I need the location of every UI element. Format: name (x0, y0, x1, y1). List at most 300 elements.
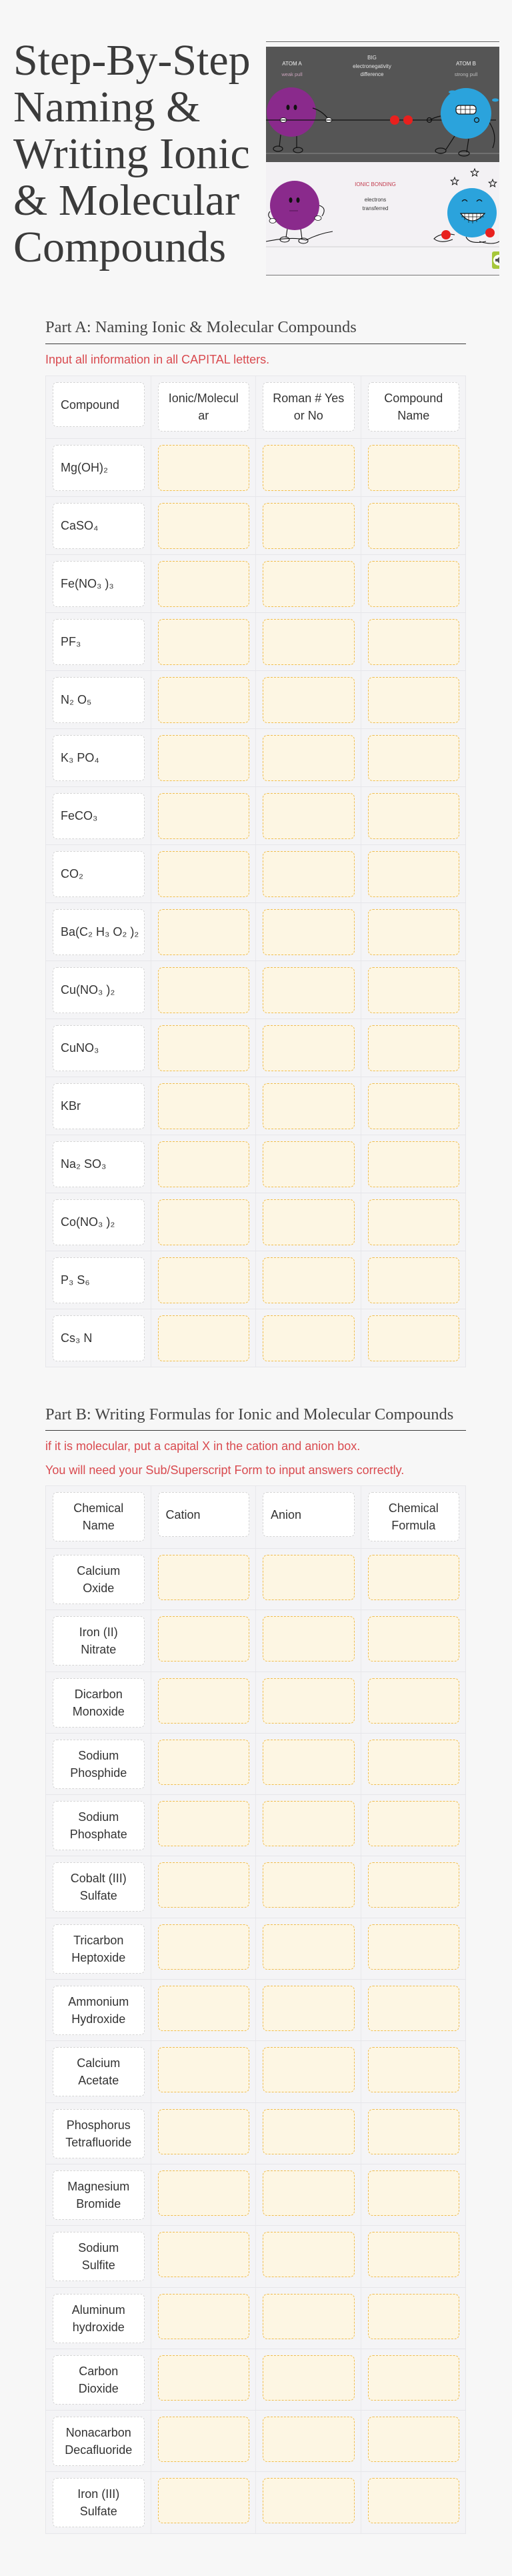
chemical-name-label: Aluminum hydroxide (53, 2294, 145, 2343)
cation-input[interactable] (158, 1986, 250, 2031)
table-row (46, 1019, 465, 1077)
chemical-name-label: Nonacarbon Decafluoride (53, 2417, 145, 2466)
table-cell (361, 1795, 466, 1856)
anion-input[interactable] (263, 2170, 355, 2216)
part-a-instruction: Input all information in all CAPITAL letters. (45, 353, 270, 366)
compound-label: Na₂ SO₃ (53, 1141, 145, 1187)
roman-numeral-input[interactable] (263, 677, 355, 723)
table-cell (361, 2041, 466, 2102)
ionic-molecular-input[interactable] (158, 561, 250, 607)
table-row (46, 1856, 465, 1917)
chemical-name-label: Cobalt (III) Sulfate (53, 1862, 145, 1912)
compound-name-input[interactable] (368, 735, 460, 781)
table-cell (46, 961, 151, 1019)
ionic-molecular-input[interactable] (158, 1083, 250, 1129)
chemical-formula-input[interactable] (368, 1801, 460, 1846)
ionic-molecular-input[interactable] (158, 735, 250, 781)
compound-name-input[interactable] (368, 1199, 460, 1245)
table-cell (151, 787, 256, 844)
table-cell (255, 376, 361, 438)
ionic-molecular-input[interactable] (158, 445, 250, 491)
table-cell (46, 787, 151, 844)
center-line-2: electronegativity (353, 63, 391, 69)
electrons-line: electrons (364, 197, 387, 203)
table-cell (46, 1672, 151, 1733)
ionic-bonding-image (266, 41, 499, 275)
table-cell (361, 2164, 466, 2225)
part-b-instruction-molecular: if it is molecular, put a capital X in the cation and anion box. (45, 1439, 361, 1453)
table-cell (46, 2288, 151, 2349)
chemical-name-label: Phosphorus Tetrafluoride (53, 2109, 145, 2158)
compound-label: PF₃ (53, 619, 145, 665)
cation-input[interactable] (158, 2417, 250, 2462)
table-cell (255, 1019, 361, 1077)
table-cell (46, 1251, 151, 1309)
table-row (46, 1193, 465, 1251)
roman-numeral-input[interactable] (263, 909, 355, 955)
ionic-molecular-input[interactable] (158, 1315, 250, 1361)
column-header-cation: Cation (158, 1492, 250, 1537)
chemical-formula-input[interactable] (368, 1924, 460, 1970)
column-header-chemical-formula: Chemical Formula (368, 1492, 460, 1541)
table-cell (255, 613, 361, 670)
roman-numeral-input[interactable] (263, 1025, 355, 1071)
table-cell (255, 1309, 361, 1367)
roman-numeral-input[interactable] (263, 1141, 355, 1187)
anion-input[interactable] (263, 2417, 355, 2462)
chemical-formula-input[interactable] (368, 1616, 460, 1662)
electron-dot (390, 115, 399, 125)
compound-name-input[interactable] (368, 1025, 460, 1071)
table-cell (151, 2472, 256, 2533)
chemical-formula-input[interactable] (368, 2294, 460, 2339)
ionic-molecular-input[interactable] (158, 967, 250, 1013)
anion-input[interactable] (263, 1862, 355, 1908)
column-header-chemical-name: Chemical Name (53, 1492, 145, 1541)
table-row (46, 1794, 465, 1856)
anion-input[interactable] (263, 1555, 355, 1600)
compound-name-input[interactable] (368, 851, 460, 897)
table-cell (361, 1193, 466, 1251)
table-cell (255, 1795, 361, 1856)
table-cell (361, 2288, 466, 2349)
table-cell (46, 2411, 151, 2471)
table-cell (255, 1251, 361, 1309)
table-row (46, 1077, 465, 1135)
compound-name-input[interactable] (368, 967, 460, 1013)
chemical-formula-input[interactable] (368, 2417, 460, 2462)
chemical-name-label: Ammonium Hydroxide (53, 1986, 145, 2035)
chemical-name-label: Calcium Oxide (53, 1555, 145, 1604)
compound-label: Cu(NO₃ )₂ (53, 967, 145, 1013)
cation-input[interactable] (158, 1862, 250, 1908)
compound-name-input[interactable] (368, 793, 460, 839)
table-cell (46, 845, 151, 902)
ionic-molecular-input[interactable] (158, 1199, 250, 1245)
chemical-name-label: Sodium Phosphide (53, 1740, 145, 1789)
table-cell (46, 1486, 151, 1548)
cation-input[interactable] (158, 1555, 250, 1600)
table-row (46, 1733, 465, 1794)
table-row (46, 496, 465, 554)
cation-input[interactable] (158, 1924, 250, 1970)
ionic-molecular-input[interactable] (158, 619, 250, 665)
ionic-molecular-input[interactable] (158, 1141, 250, 1187)
table-cell (46, 2349, 151, 2410)
table-cell (361, 1610, 466, 1671)
table-cell (361, 1019, 466, 1077)
ionic-bonding-title: IONIC BONDING (355, 181, 396, 187)
cation-input[interactable] (158, 2047, 250, 2092)
table-row (46, 786, 465, 844)
table-cell (361, 2411, 466, 2471)
table-cell (255, 2164, 361, 2225)
table-cell (255, 2472, 361, 2533)
table-row (46, 612, 465, 670)
table-cell (361, 729, 466, 786)
compound-name-input[interactable] (368, 1083, 460, 1129)
controls-strip (266, 247, 499, 275)
chemical-name-label: Sodium Sulfite (53, 2232, 145, 2281)
roman-numeral-input[interactable] (263, 619, 355, 665)
table-row (46, 1672, 465, 1733)
compound-label: K₃ PO₄ (53, 735, 145, 781)
anion-input[interactable] (263, 2109, 355, 2154)
table-cell (46, 2472, 151, 2533)
table-cell (151, 376, 256, 438)
cation-input[interactable] (158, 1678, 250, 1724)
compound-name-input[interactable] (368, 503, 460, 549)
table-cell (255, 2349, 361, 2410)
electron-dot (403, 115, 413, 125)
compound-name-input[interactable] (368, 561, 460, 607)
table-cell (46, 376, 151, 438)
table-cell (361, 1856, 466, 1917)
anion-input[interactable] (263, 1740, 355, 1785)
compound-label: CaSO₄ (53, 503, 145, 549)
anion-input[interactable] (263, 2047, 355, 2092)
compound-name-input[interactable] (368, 619, 460, 665)
table-cell (361, 497, 466, 554)
table-cell (46, 1549, 151, 1609)
atom-a-label: ATOM A (282, 61, 302, 67)
cation-input[interactable] (158, 2109, 250, 2154)
table-row (46, 2410, 465, 2471)
table-row (46, 438, 465, 496)
table-cell (255, 787, 361, 844)
table-cell (151, 555, 256, 612)
table-row (46, 1309, 465, 1367)
ionic-molecular-input[interactable] (158, 851, 250, 897)
table-cell (361, 2103, 466, 2164)
table-cell (151, 903, 256, 960)
table-cell (255, 2288, 361, 2349)
table-cell (361, 671, 466, 728)
table-row (46, 554, 465, 612)
chemical-name-label: Carbon Dioxide (53, 2355, 145, 2405)
table-row (46, 1918, 465, 1979)
table-cell (151, 1193, 256, 1251)
table-cell (255, 2041, 361, 2102)
chemical-formula-input[interactable] (368, 2232, 460, 2277)
table-row (46, 2164, 465, 2225)
table-cell (361, 2472, 466, 2533)
chemical-name-label: Tricarbon Heptoxide (53, 1924, 145, 1974)
table-cell (46, 1309, 151, 1367)
table-cell (151, 2411, 256, 2471)
roman-numeral-input[interactable] (263, 1315, 355, 1361)
compound-label: Cs₃ N (53, 1315, 145, 1361)
chemical-formula-input[interactable] (368, 2355, 460, 2401)
table-cell (255, 1856, 361, 1917)
atom-a-caption: weak pull (281, 71, 303, 77)
column-header-roman-numeral: Roman # Yes or No (263, 382, 355, 432)
chemical-formula-input[interactable] (368, 1862, 460, 1908)
table-row (46, 1548, 465, 1609)
table-cell (151, 613, 256, 670)
table-cell (361, 1980, 466, 2040)
table-cell (151, 497, 256, 554)
anion-input[interactable] (263, 1986, 355, 2031)
anion-input[interactable] (263, 1924, 355, 1970)
compound-name-input[interactable] (368, 445, 460, 491)
roman-numeral-input[interactable] (263, 967, 355, 1013)
table-cell (255, 671, 361, 728)
table-cell (151, 1309, 256, 1367)
table-cell (46, 1795, 151, 1856)
ionic-molecular-input[interactable] (158, 677, 250, 723)
table-cell (255, 497, 361, 554)
compound-label: P₃ S₆ (53, 1257, 145, 1303)
chemical-name-label: Iron (III) Sulfate (53, 2478, 145, 2527)
table-cell (46, 903, 151, 960)
table-header-row (46, 376, 465, 438)
table-cell (255, 1610, 361, 1671)
compound-label: FeCO₃ (53, 793, 145, 839)
center-line-1: BIG (367, 55, 377, 61)
table-cell (46, 2164, 151, 2225)
ionic-molecular-input[interactable] (158, 1257, 250, 1303)
roman-numeral-input[interactable] (263, 561, 355, 607)
roman-numeral-input[interactable] (263, 851, 355, 897)
table-cell (151, 1672, 256, 1733)
page-title: Step-By-Step Naming & Writing Ionic & Molecular Compounds (13, 36, 251, 271)
table-row (46, 670, 465, 728)
table-cell (46, 497, 151, 554)
ionic-molecular-input[interactable] (158, 1025, 250, 1071)
table-row (46, 2102, 465, 2164)
table-cell (151, 2226, 256, 2287)
table-cell (255, 961, 361, 1019)
compound-name-input[interactable] (368, 1141, 460, 1187)
chemical-formula-input[interactable] (368, 1678, 460, 1724)
column-header-compound: Compound (53, 382, 145, 427)
part-a-table (45, 376, 466, 1367)
table-row (46, 2287, 465, 2349)
compound-name-input[interactable] (368, 909, 460, 955)
chemical-formula-input[interactable] (368, 2047, 460, 2092)
roman-numeral-input[interactable] (263, 735, 355, 781)
anion-input[interactable] (263, 1616, 355, 1662)
table-row (46, 902, 465, 960)
part-b-table (45, 1485, 466, 2534)
anion-input[interactable] (263, 2355, 355, 2401)
cation-input[interactable] (158, 1740, 250, 1785)
anion-input[interactable] (263, 2232, 355, 2277)
chemical-formula-input[interactable] (368, 2170, 460, 2216)
center-line-3: difference (360, 71, 384, 77)
table-cell (255, 729, 361, 786)
table-cell (255, 2411, 361, 2471)
column-header-anion: Anion (263, 1492, 355, 1537)
table-cell (46, 1077, 151, 1135)
table-cell (151, 1019, 256, 1077)
table-row (46, 2225, 465, 2287)
table-cell (151, 1549, 256, 1609)
table-cell (255, 2103, 361, 2164)
table-cell (255, 1077, 361, 1135)
table-cell (255, 1918, 361, 1979)
compound-label: N₂ O₅ (53, 677, 145, 723)
anion-input[interactable] (263, 1678, 355, 1724)
anion-input[interactable] (263, 2294, 355, 2339)
table-cell (255, 1549, 361, 1609)
table-cell (151, 845, 256, 902)
table-row (46, 844, 465, 902)
ionic-molecular-input[interactable] (158, 503, 250, 549)
roman-numeral-input[interactable] (263, 1083, 355, 1129)
part-b-instruction-subscript: You will need your Sub/Superscript Form to input answers correctly. (45, 1463, 405, 1477)
table-cell (46, 2226, 151, 2287)
table-cell (151, 1734, 256, 1794)
chemical-formula-input[interactable] (368, 2109, 460, 2154)
table-cell (361, 613, 466, 670)
compound-label: Ba(C₂ H₃ O₂ )₂ (53, 909, 145, 955)
cation-input[interactable] (158, 2294, 250, 2339)
roman-numeral-input[interactable] (263, 1199, 355, 1245)
table-cell (151, 2288, 256, 2349)
table-row (46, 1135, 465, 1193)
table-cell (361, 787, 466, 844)
compound-name-input[interactable] (368, 1257, 460, 1303)
table-cell (255, 2226, 361, 2287)
table-cell (46, 439, 151, 496)
table-cell (255, 555, 361, 612)
table-cell (46, 1019, 151, 1077)
table-header-row (46, 1486, 465, 1548)
table-cell (151, 2103, 256, 2164)
chemical-formula-input[interactable] (368, 2478, 460, 2523)
table-cell (46, 2103, 151, 2164)
table-cell (46, 1734, 151, 1794)
audio-button[interactable] (492, 251, 499, 269)
chemical-name-label: Sodium Phosphate (53, 1801, 145, 1850)
cation-input[interactable] (158, 1616, 250, 1662)
chemical-name-label: Calcium Acetate (53, 2047, 145, 2096)
chemical-formula-input[interactable] (368, 1740, 460, 1785)
column-header-compound-name: Compound Name (368, 382, 460, 432)
compound-label: Fe(NO₃ )₃ (53, 561, 145, 607)
table-cell (361, 555, 466, 612)
part-b-divider (45, 1430, 466, 1431)
table-cell (255, 1734, 361, 1794)
compound-label: CuNO₃ (53, 1025, 145, 1071)
table-cell (46, 555, 151, 612)
table-cell (361, 1918, 466, 1979)
anion-input[interactable] (263, 1801, 355, 1846)
table-cell (46, 1193, 151, 1251)
table-cell (361, 1486, 466, 1548)
table-cell (46, 1980, 151, 2040)
table-cell (151, 2164, 256, 2225)
chemical-formula-input[interactable] (368, 1555, 460, 1600)
table-cell (46, 1135, 151, 1193)
table-cell (361, 439, 466, 496)
chemical-formula-input[interactable] (368, 1986, 460, 2031)
table-cell (151, 1251, 256, 1309)
ionic-molecular-input[interactable] (158, 909, 250, 955)
table-row (46, 960, 465, 1019)
roman-numeral-input[interactable] (263, 445, 355, 491)
table-cell (151, 2349, 256, 2410)
table-cell (255, 439, 361, 496)
table-cell (255, 903, 361, 960)
table-cell (46, 1856, 151, 1917)
table-cell (361, 1135, 466, 1193)
table-cell (361, 903, 466, 960)
table-cell (361, 1077, 466, 1135)
compound-label: Mg(OH)₂ (53, 445, 145, 491)
table-cell (151, 1918, 256, 1979)
cation-input[interactable] (158, 2478, 250, 2523)
table-row (46, 1251, 465, 1309)
cation-input[interactable] (158, 2355, 250, 2401)
compound-label: Co(NO₃ )₂ (53, 1199, 145, 1245)
table-cell (46, 671, 151, 728)
table-cell (151, 1486, 256, 1548)
table-cell (46, 1610, 151, 1671)
table-row (46, 2471, 465, 2533)
table-cell (255, 1135, 361, 1193)
table-row (46, 2349, 465, 2410)
table-cell (151, 961, 256, 1019)
roman-numeral-input[interactable] (263, 793, 355, 839)
cation-input[interactable] (158, 1801, 250, 1846)
anion-input[interactable] (263, 2478, 355, 2523)
chemical-name-label: Magnesium Bromide (53, 2170, 145, 2220)
cation-input[interactable] (158, 2170, 250, 2216)
cation-input[interactable] (158, 2232, 250, 2277)
table-cell (361, 845, 466, 902)
ionic-molecular-input[interactable] (158, 793, 250, 839)
table-cell (361, 2349, 466, 2410)
table-cell (151, 439, 256, 496)
table-cell (151, 671, 256, 728)
ionic-bonding-illustration (266, 41, 499, 275)
table-cell (255, 1486, 361, 1548)
compound-name-input[interactable] (368, 677, 460, 723)
table-cell (255, 845, 361, 902)
table-cell (361, 1309, 466, 1367)
roman-numeral-input[interactable] (263, 1257, 355, 1303)
roman-numeral-input[interactable] (263, 503, 355, 549)
atom-b-caption: strong pull (454, 71, 478, 77)
chemical-name-label: Dicarbon Monoxide (53, 1678, 145, 1728)
table-cell (151, 1980, 256, 2040)
table-cell (361, 376, 466, 438)
table-cell (46, 613, 151, 670)
compound-name-input[interactable] (368, 1315, 460, 1361)
